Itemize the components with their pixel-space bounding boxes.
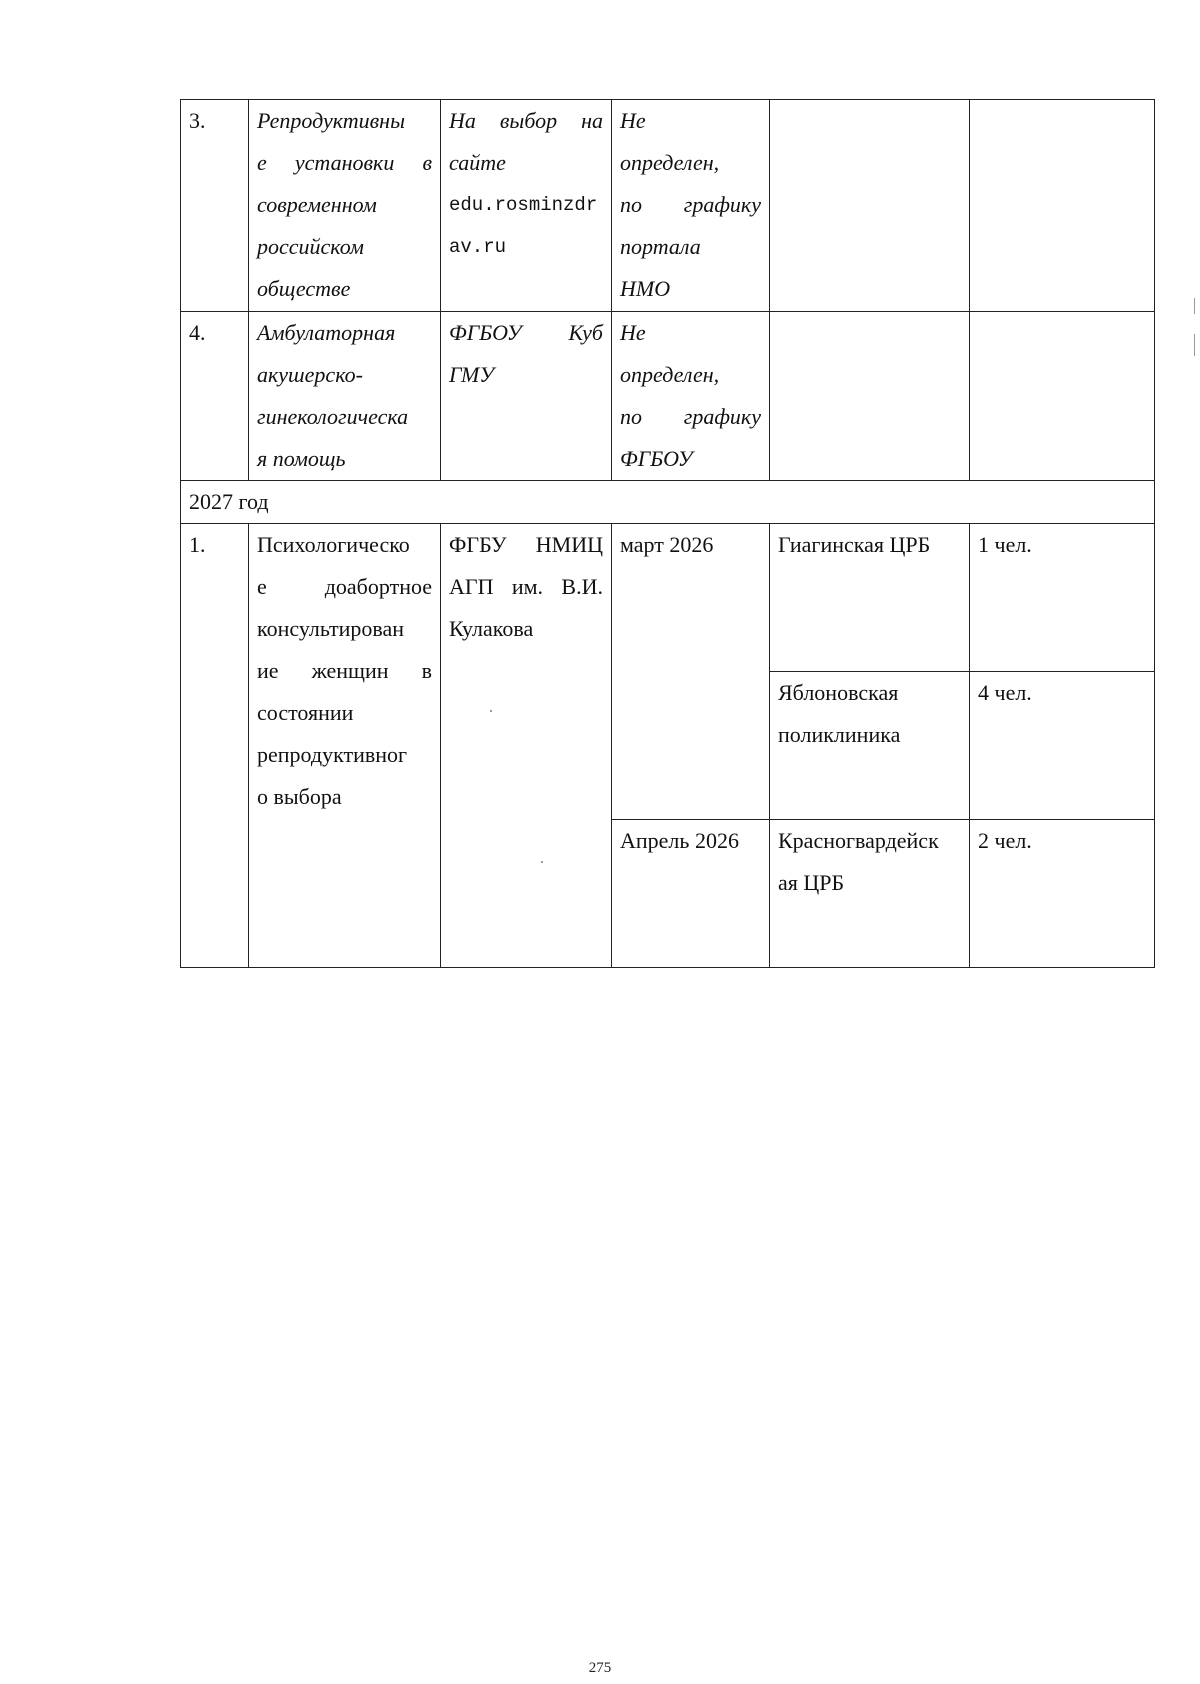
course-topic: Амбулаторная акушерско- гинекологическа я помощь [249, 312, 441, 481]
participants-cell: 4 чел. [970, 672, 1155, 820]
row-number: 3. [181, 100, 249, 312]
site-url: edu.rosminzdr [449, 194, 598, 216]
page-number: 275 [588, 1660, 612, 1676]
row-number: 1. [181, 524, 249, 968]
participants-cell [970, 100, 1155, 312]
course-place: ФГБОУ Куб ГМУ [441, 312, 612, 481]
course-date: Не определен, по графику ФГБОУ [612, 312, 770, 481]
participants-cell: 2 чел. [970, 820, 1155, 968]
organization-cell: Красногвардейск ая ЦРБ [770, 820, 970, 968]
organization-cell [770, 100, 970, 312]
training-schedule-table [180, 99, 1155, 968]
table-row [181, 312, 1155, 481]
table-row [181, 100, 1155, 312]
participants-cell: 1 чел. [970, 524, 1155, 672]
scan-speck [1194, 298, 1195, 314]
organization-cell: Гиагинская ЦРБ [770, 524, 970, 672]
row-number: 4. [181, 312, 249, 481]
course-place: На выбор на сайте edu.rosminzdr av.ru [441, 100, 612, 312]
year-heading-row [181, 481, 1155, 524]
scan-speck [490, 710, 492, 712]
course-topic: Репродуктивны е установки в современном российском обществе [249, 100, 441, 312]
course-date: Не определен, по графику портала НМО [612, 100, 770, 312]
scan-speck [541, 861, 543, 863]
course-date: Апрель 2026 [612, 820, 770, 968]
table-row [181, 524, 1155, 672]
year-heading: 2027 год [181, 481, 1155, 524]
course-place: ФГБУ НМИЦ АГП им. В.И. Кулакова [441, 524, 612, 968]
organization-cell: Яблоновская поликлиника [770, 672, 970, 820]
course-date: март 2026 [612, 524, 770, 820]
organization-cell [770, 312, 970, 481]
scan-speck [1194, 334, 1195, 356]
course-topic: Психологическо е доабортное консультирован ие женщин в состоянии репродуктивног о выбора [249, 524, 441, 968]
participants-cell [970, 312, 1155, 481]
